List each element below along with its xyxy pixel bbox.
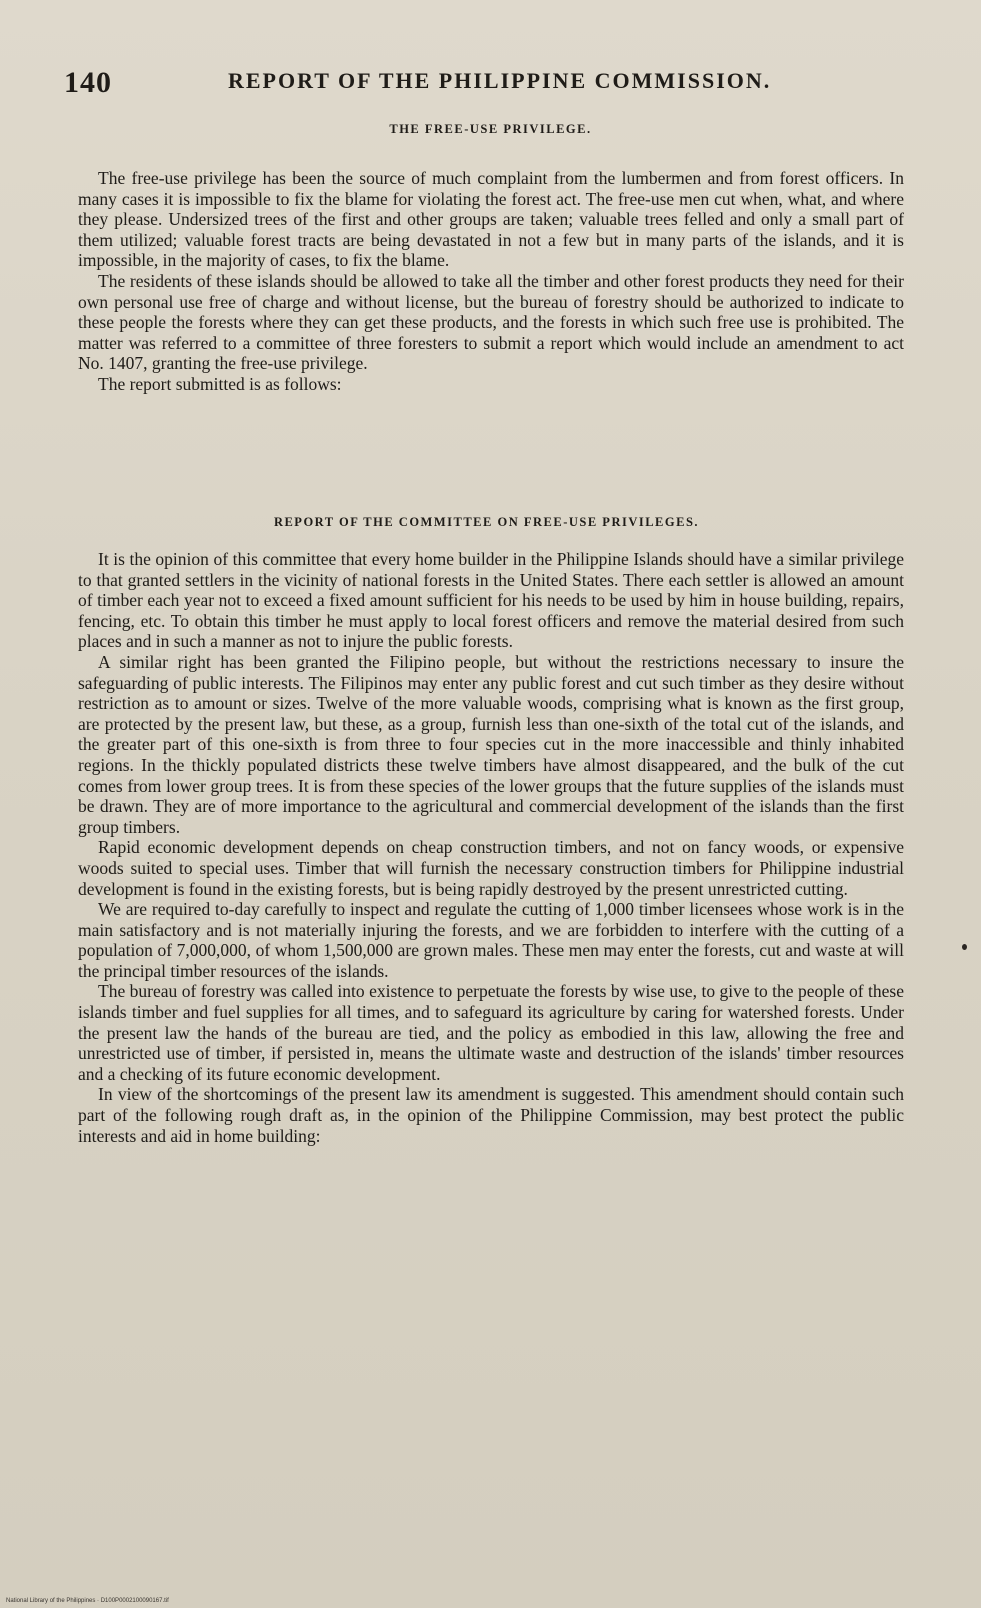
paragraph: The residents of these islands should be allowed to take all the timber and other forest products they need for their own personal use free of charge and without license, but the bureau of forestry should be authorized to indicate to these people the forests where they can get these products, and the forests in which such free use is prohibited. The matter was referred to a committee of three foresters to submit a report which would include an amendment to act No. 1407, granting the free-use privilege. [78, 270, 904, 374]
paragraph: A similar right has been granted the Filipino people, but without the restrictions necessary to insure the safeguarding of public interests. The Filipinos may enter any public forest and cut such timber as they desire without restriction as to amount or sizes. Twelve of the more valuable woods, comprising what is known as the first group, are protected by the present law, but these, as a group, furnish less than one-sixth of the total cut of the islands, and the greater part of this one-sixth is from three to four species cut in the more inaccessible and thinly inhabited regions. In the thickly populated districts these twelve timbers have almost disappeared, and the bulk of the cut comes from lower group trees. It is from these species of the lower groups that the future supplies of the islands must be drawn. They are of more importance to the agricultural and commercial development of the islands than the first group timbers. [78, 651, 904, 837]
scan-credit: National Library of the Philippines · D100P0002100090167.tif [6, 1598, 169, 1604]
section-heading-committee-report: REPORT OF THE COMMITTEE ON FREE-USE PRIVILEGES. [273, 515, 700, 529]
paragraph: Rapid economic development depends on cheap construction timbers, and not on fancy woods, or expensive woods suited to special uses. Timber that will furnish the necessary construction timbers for Philippine industrial development is found in the existing forests, but is being rapidly destroyed by the present unrestricted cutting. [78, 837, 904, 899]
running-title: REPORT OF THE PHILIPPINE COMMISSION. [228, 68, 772, 93]
paragraph: The bureau of forestry was called into existence to perpetuate the forests by wise use, to give to the people of these islands timber and fuel supplies for all times, and to safeguard its agriculture by caring for watershed forests. Under the present law the hands of the bureau are tied, and the policy as embodied in this law, allowing the free and unrestricted use of timber, if persisted in, means the ultimate waste and destruction of the islands' timber resources and a checking of its future economic development. [78, 981, 904, 1084]
text-block-free-use [78, 168, 904, 395]
paragraph: It is the opinion of this committee that every home builder in the Philippine Islands should have a similar privilege to that granted settlers in the vicinity of national forests in the United States. There each settler is allowed an amount of timber each year not to exceed a fixed amount sufficient for his needs to be used by him in house building, repairs, fencing, etc. To obtain this timber he must apply to local forest officers and remove the material desired from such places and in such a manner as not to injure the public forests. [78, 549, 904, 652]
text-block-committee-report [78, 549, 904, 1146]
scan-speck [962, 944, 967, 950]
page-number: 140 [64, 66, 112, 99]
paragraph: In view of the shortcomings of the present law its amendment is suggested. This amendment should contain such part of the following rough draft as, in the opinion of the Philippine Commission, may best protect the public interests and aid in home building: [78, 1084, 904, 1146]
paragraph: We are required to-day carefully to inspect and regulate the cutting of 1,000 timber licensees whose work is in the main satisfactory and is not materially injuring the forests, and we are forbidden to interfere with the cutting of a population of 7,000,000, of whom 1,500,000 are grown males. These men may enter the forests, cut and waste at will the principal timber resources of the islands. [78, 899, 904, 981]
paragraph: The report submitted is as follows: [98, 373, 342, 394]
paragraph: The free-use privilege has been the source of much complaint from the lumbermen and from forest officers. In many cases it is impossible to fix the blame for violating the forest act. The free-use men cut when, what, and where they please. Undersized trees of the first and other groups are taken; valuable trees felled and only a small part of them utilized; valuable forest tracts are being devastated in not a few but in many parts of the islands, and it is impossible, in the majority of cases, to fix the blame. [78, 168, 904, 271]
section-heading-free-use: THE FREE-USE PRIVILEGE. [389, 122, 592, 136]
page-header [64, 66, 924, 112]
